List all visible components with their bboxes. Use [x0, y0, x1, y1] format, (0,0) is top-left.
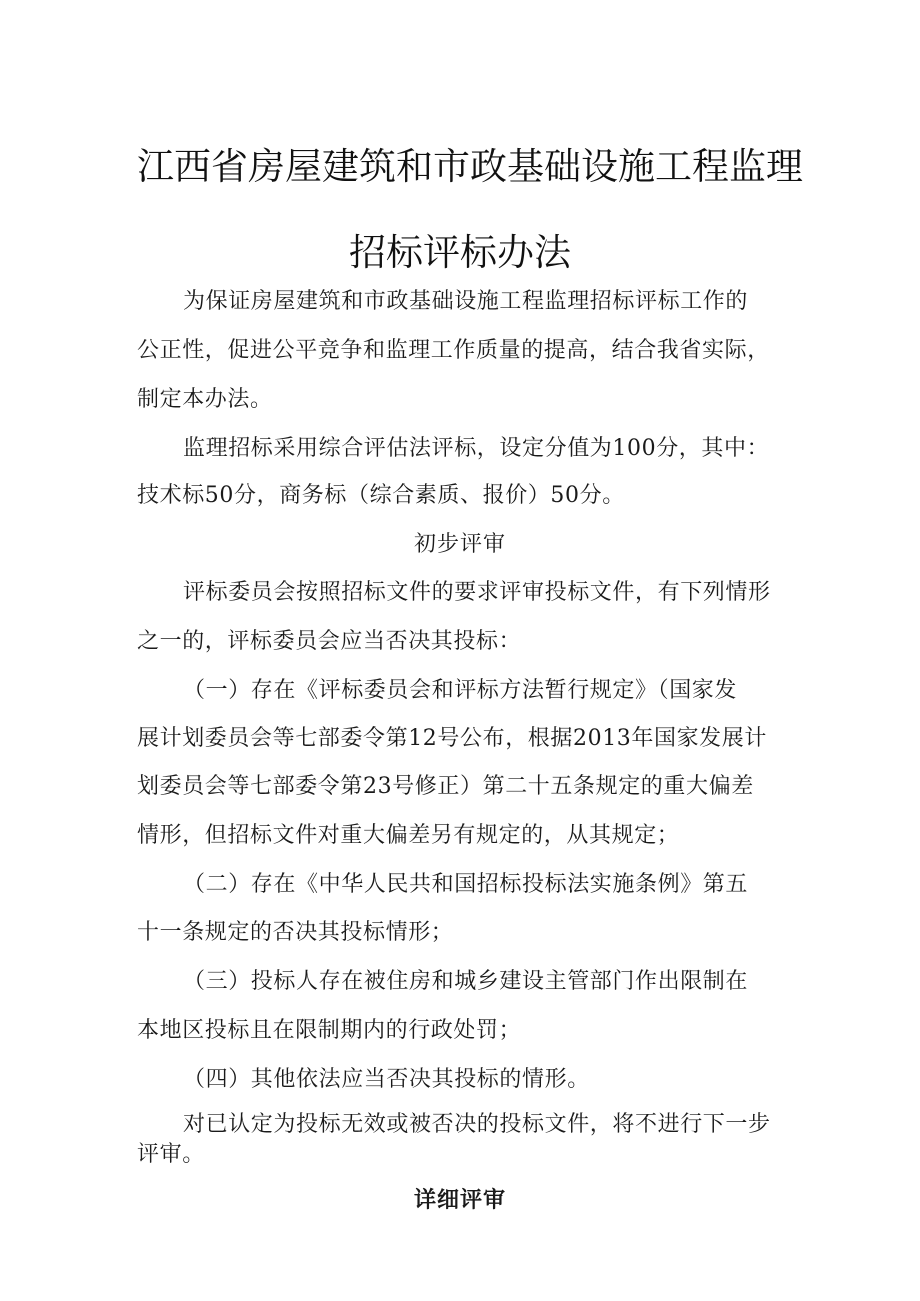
item-1-line-3: 划委员会等七部委令第23号修正）第二十五条规定的重大偏差 [137, 774, 754, 799]
item-3-line-1: （三）投标人存在被住房和城乡建设主管部门作出限制在 [183, 969, 749, 994]
document-title-line-1: 江西省房屋建筑和市政基础设施工程监理 [137, 145, 803, 188]
item-1-line-2: 展计划委员会等七部委令第12号公布，根据2013年国家发展计 [137, 726, 767, 751]
item-2-line-2: 十一条规定的否决其投标情形； [137, 920, 454, 945]
closing-paragraph-line-1: 对已认定为投标无效或被否决的投标文件，将不进行下一步 [183, 1112, 771, 1137]
item-4-line-1: （四）其他依法应当否决其投标的情形。 [183, 1067, 590, 1092]
section-heading-preliminary-review: 初步评审 [413, 532, 506, 557]
item-1-line-1: （一）存在《评标委员会和评标方法暂行规定》（国家发 [183, 678, 738, 703]
item-2-line-1: （二）存在《中华人民共和国招标投标法实施条例》第五 [183, 872, 749, 897]
intro-paragraph-2-line-1: 监理招标采用综合评估法评标，设定分值为100分，其中： [183, 436, 770, 461]
section1-paragraph-line-2: 之一的，评标委员会应当否决其投标： [137, 629, 522, 654]
intro-paragraph-1-line-2: 公正性，促进公平竞争和监理工作质量的提高，结合我省实际， [137, 338, 770, 363]
item-3-line-2: 本地区投标且在限制期内的行政处罚； [137, 1018, 522, 1043]
item-1-line-4: 情形，但招标文件对重大偏差另有规定的，从其规定； [137, 823, 680, 848]
intro-paragraph-2-line-2: 技术标50分，商务标（综合素质、报价）50分。 [137, 483, 625, 508]
section-heading-detailed-review: 详细评审 [413, 1187, 506, 1213]
intro-paragraph-1-line-3: 制定本办法。 [137, 387, 273, 412]
closing-paragraph-line-2: 评审。 [137, 1142, 205, 1167]
section1-paragraph-line-1: 评标委员会按照招标文件的要求评审投标文件，有下列情形 [183, 580, 771, 605]
intro-paragraph-1-line-1: 为保证房屋建筑和市政基础设施工程监理招标评标工作的 [183, 289, 749, 314]
document-title-line-2: 招标评标办法 [349, 231, 571, 274]
